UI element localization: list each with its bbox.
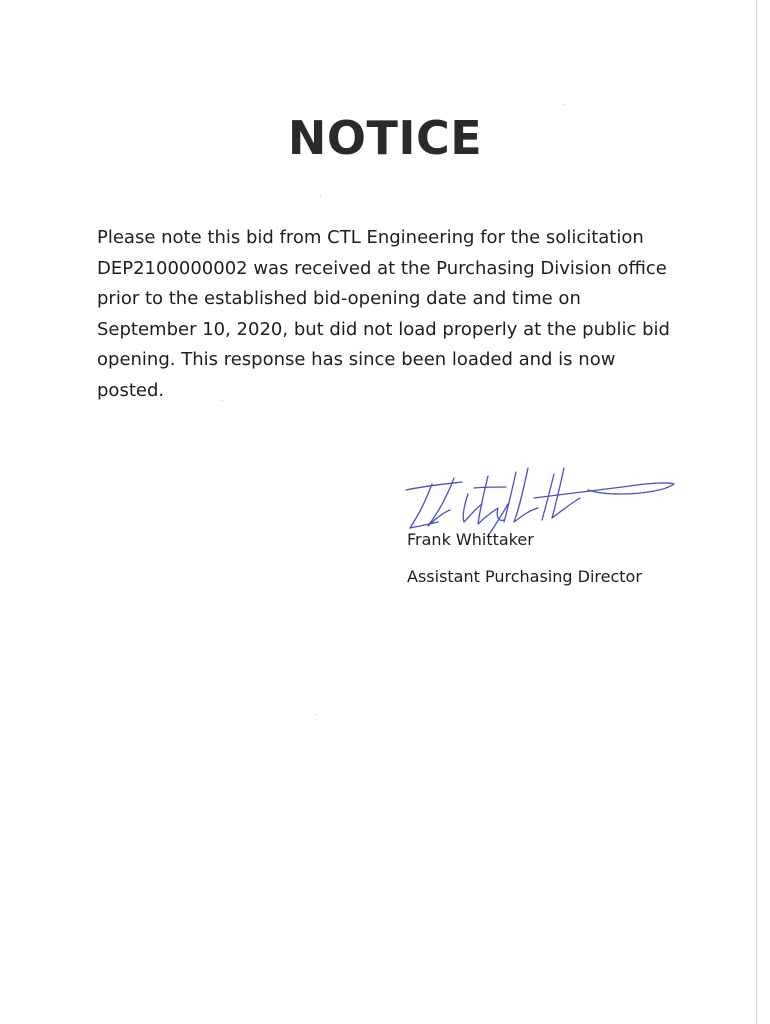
scan-speck: [564, 104, 565, 105]
notice-body-line: Please note this bid from CTL Engineering for the solicitation: [97, 227, 644, 248]
signer-name: Frank Whittaker: [407, 530, 534, 549]
notice-body-line: opening. This response has since been loaded and is now: [97, 349, 616, 370]
notice-body-line: DEP2100000002 was received at the Purchasing Division office: [97, 257, 667, 279]
notice-body-line: September 10, 2020, but did not load properly at the public bid: [97, 318, 670, 340]
handwritten-signature: [404, 460, 676, 538]
notice-body: [97, 223, 677, 406]
scan-speck: [222, 400, 223, 401]
scan-speck: [316, 714, 317, 715]
signer-title: Assistant Purchasing Director: [407, 567, 642, 586]
notice-title: NOTICE: [287, 111, 483, 165]
scan-speck: [320, 196, 321, 197]
signature-strokes: [406, 468, 674, 536]
notice-body-line: prior to the established bid-opening date and time on: [97, 288, 581, 309]
notice-body-line: posted.: [97, 379, 165, 401]
